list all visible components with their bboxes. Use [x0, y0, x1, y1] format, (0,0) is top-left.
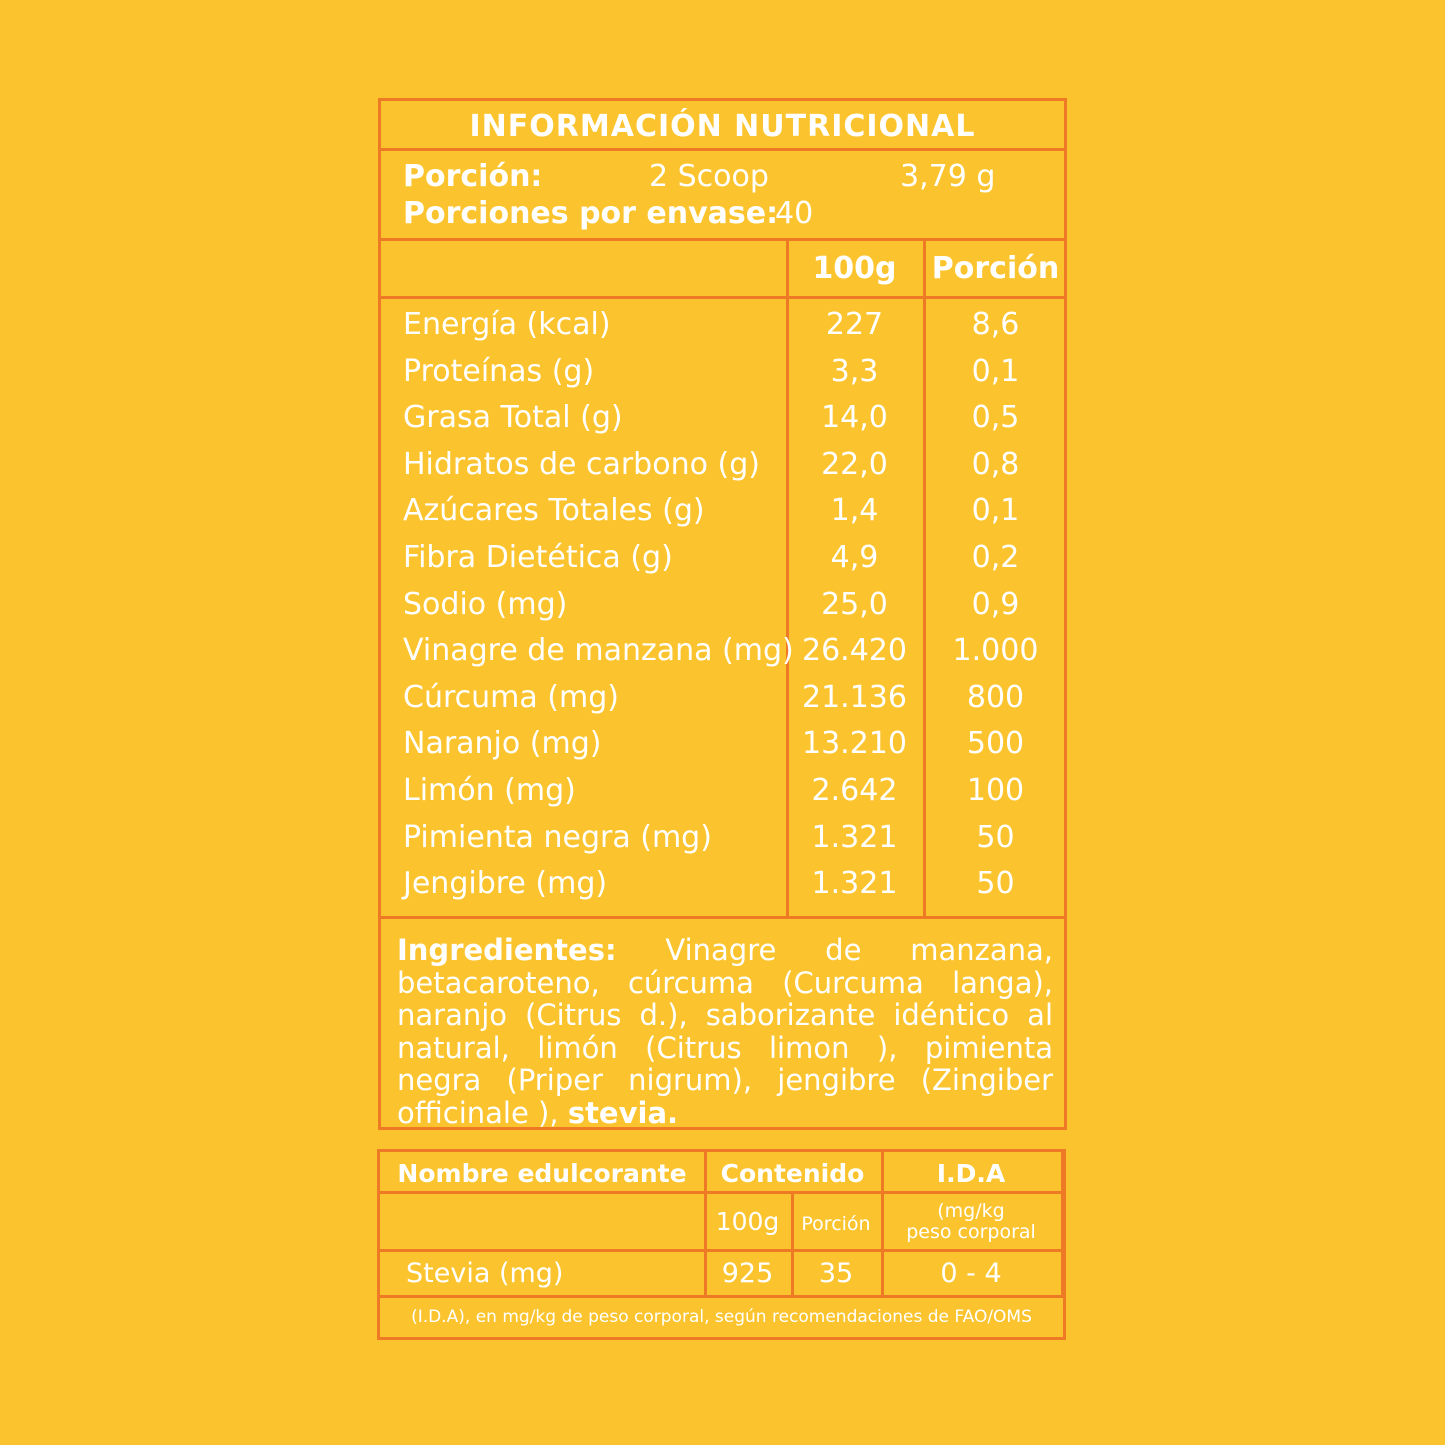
nutrient-per-portion: 50	[976, 866, 1015, 901]
nutrient-per-100g: 14,0	[821, 400, 888, 435]
sweetener-header-name: Nombre edulcorante	[397, 1159, 687, 1188]
serving-size: 2 Scoop	[649, 159, 769, 194]
nutrient-per-100g: 227	[825, 307, 884, 342]
nutrient-per-100g: 4,9	[830, 540, 879, 575]
nutrient-name: Naranjo (mg)	[403, 726, 602, 761]
divider	[381, 916, 1064, 919]
sweetener-row-ida: 0 - 4	[940, 1258, 1002, 1289]
nutrient-per-portion: 0,1	[971, 354, 1020, 389]
nutrient-name: Grasa Total (g)	[403, 400, 623, 435]
divider	[381, 296, 1064, 299]
nutrient-name: Sodio (mg)	[403, 587, 568, 622]
sweetener-sub-portion: Porción	[801, 1213, 871, 1235]
sweetener-sub-ida-basis: peso corporal	[906, 1221, 1036, 1243]
nutrient-per-100g: 3,3	[830, 354, 879, 389]
serving-weight: 3,79 g	[900, 159, 996, 194]
nutrient-per-portion: 0,2	[971, 540, 1020, 575]
nutrient-name: Vinagre de manzana (mg)	[403, 633, 794, 668]
nutrient-per-100g: 1,4	[830, 493, 879, 528]
nutrient-per-100g: 1.321	[811, 866, 898, 901]
nutrient-per-portion: 500	[966, 726, 1025, 761]
servings-per-container-value: 40	[775, 196, 814, 231]
nutrient-per-100g: 22,0	[821, 447, 888, 482]
nutrient-name: Limón (mg)	[403, 773, 576, 808]
column-header-100g: 100g	[812, 251, 897, 286]
sweetener-row-100g: 925	[721, 1258, 774, 1289]
sweetener-footnote: (I.D.A), en mg/kg de peso corporal, según recomendaciones de FAO/OMS	[411, 1307, 1032, 1327]
nutrient-name: Fibra Dietética (g)	[403, 540, 673, 575]
nutrition-facts-table	[378, 98, 1067, 1130]
nutrient-per-100g: 1.321	[811, 820, 898, 855]
nutrient-name: Azúcares Totales (g)	[403, 493, 705, 528]
ingredients-label: Ingredientes:	[397, 933, 617, 967]
sweetener-table	[377, 1149, 1066, 1340]
sweetener-sub-100g: 100g	[715, 1207, 780, 1236]
nutrient-per-portion: 50	[976, 820, 1015, 855]
divider	[381, 148, 1064, 151]
sweetener-header-ida: I.D.A	[936, 1159, 1006, 1188]
divider	[380, 1191, 1063, 1194]
nutrient-name: Jengibre (mg)	[403, 866, 608, 901]
ingredients-list: Vinagre de manzana, betacaroteno, cúrcuma (Curcuma langa), naranjo (Citrus d.), saborizante idéntico al natural, limón (Citrus limon ), pimienta negra (Priper nigrum), jengibre (Zingiber officinale ),	[397, 933, 1053, 1130]
nutrient-per-portion: 0,1	[971, 493, 1020, 528]
nutrient-per-100g: 25,0	[821, 587, 888, 622]
nutrition-title: INFORMACIÓN NUTRICIONAL	[469, 109, 976, 144]
nutrient-per-100g: 13.210	[802, 726, 907, 761]
nutrient-per-portion: 800	[966, 680, 1025, 715]
nutrient-per-100g: 26.420	[802, 633, 907, 668]
divider	[380, 1295, 1063, 1298]
nutrient-per-portion: 0,8	[971, 447, 1020, 482]
sweetener-header-content: Contenido	[720, 1159, 865, 1188]
nutrient-name: Cúrcuma (mg)	[403, 680, 619, 715]
nutrient-per-portion: 0,5	[971, 400, 1020, 435]
column-header-portion: Porción	[931, 251, 1060, 286]
sweetener-row-portion: 35	[818, 1258, 854, 1289]
nutrient-per-portion: 0,9	[971, 587, 1020, 622]
nutrient-name: Proteínas (g)	[403, 354, 595, 389]
column-divider	[1061, 1152, 1064, 1295]
ingredients-last: stevia.	[567, 1095, 679, 1130]
servings-per-container-label: Porciones por envase:	[403, 196, 779, 231]
nutrient-name: Pimienta negra (mg)	[403, 820, 712, 855]
nutrient-per-100g: 2.642	[811, 773, 898, 808]
nutrient-name: Hidratos de carbono (g)	[403, 447, 760, 482]
sweetener-row-name: Stevia (mg)	[406, 1258, 564, 1289]
nutrient-name: Energía (kcal)	[403, 307, 611, 342]
nutrient-per-portion: 100	[966, 773, 1025, 808]
ingredients-text	[397, 934, 1053, 1129]
divider	[380, 1249, 1063, 1252]
nutrient-per-100g: 21.136	[802, 680, 907, 715]
nutrient-per-portion: 8,6	[971, 307, 1020, 342]
sweetener-sub-ida-unit: (mg/kg	[937, 1200, 1005, 1222]
nutrient-per-portion: 1.000	[952, 633, 1039, 668]
divider	[381, 238, 1064, 241]
serving-label: Porción:	[403, 159, 543, 194]
